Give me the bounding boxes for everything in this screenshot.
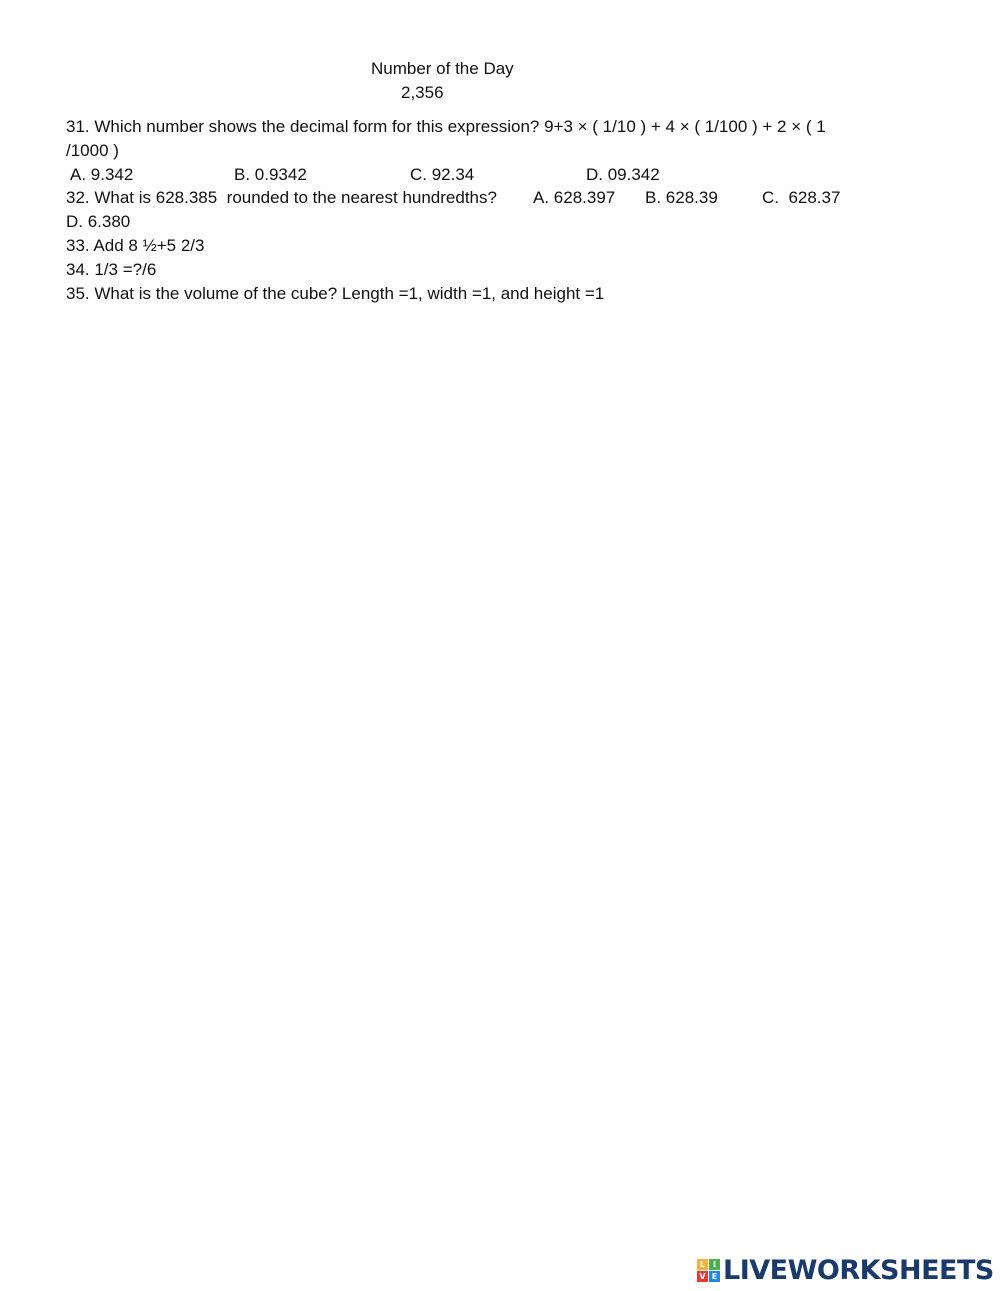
number-of-the-day: 2,356 — [401, 83, 444, 102]
logo-tile-i: I — [709, 1259, 720, 1270]
question-31-text-line-2: /1000 ) — [66, 141, 119, 160]
question-32-option-b: B. 628.39 — [645, 188, 718, 207]
question-34: 34. 1/3 =?/6 — [66, 260, 157, 279]
question-31-option-b: B. 0.9342 — [234, 165, 307, 184]
question-31-option-d: D. 09.342 — [586, 165, 660, 184]
question-32-option-d: D. 6.380 — [66, 212, 131, 231]
question-31-option-c: C. 92.34 — [410, 165, 475, 184]
liveworksheets-logo-icon — [697, 1259, 720, 1282]
question-31-option-a: A. 9.342 — [70, 165, 134, 184]
question-32-option-a: A. 628.397 — [533, 188, 616, 207]
question-35: 35. What is the volume of the cube? Length =1, width =1, and height =1 — [66, 284, 605, 303]
liveworksheets-brand — [697, 1253, 994, 1287]
liveworksheets-wordmark: LIVEWORKSHEETS — [723, 1254, 994, 1286]
page-title: Number of the Day — [371, 59, 514, 78]
question-32-text: 32. What is 628.385 rounded to the nearest hundredths? — [66, 188, 497, 207]
logo-tile-l: L — [697, 1259, 708, 1270]
logo-tile-v: V — [697, 1271, 708, 1282]
question-31-text-line-1: 31. Which number shows the decimal form for this expression? 9+3 × ( 1/10 ) + 4 × ( 1/100 ) + 2 × ( 1 — [66, 117, 826, 136]
question-33: 33. Add 8 ½+5 2/3 — [66, 236, 205, 255]
logo-tile-e: E — [709, 1271, 720, 1282]
question-32-option-c: C. 628.37 — [762, 188, 841, 207]
